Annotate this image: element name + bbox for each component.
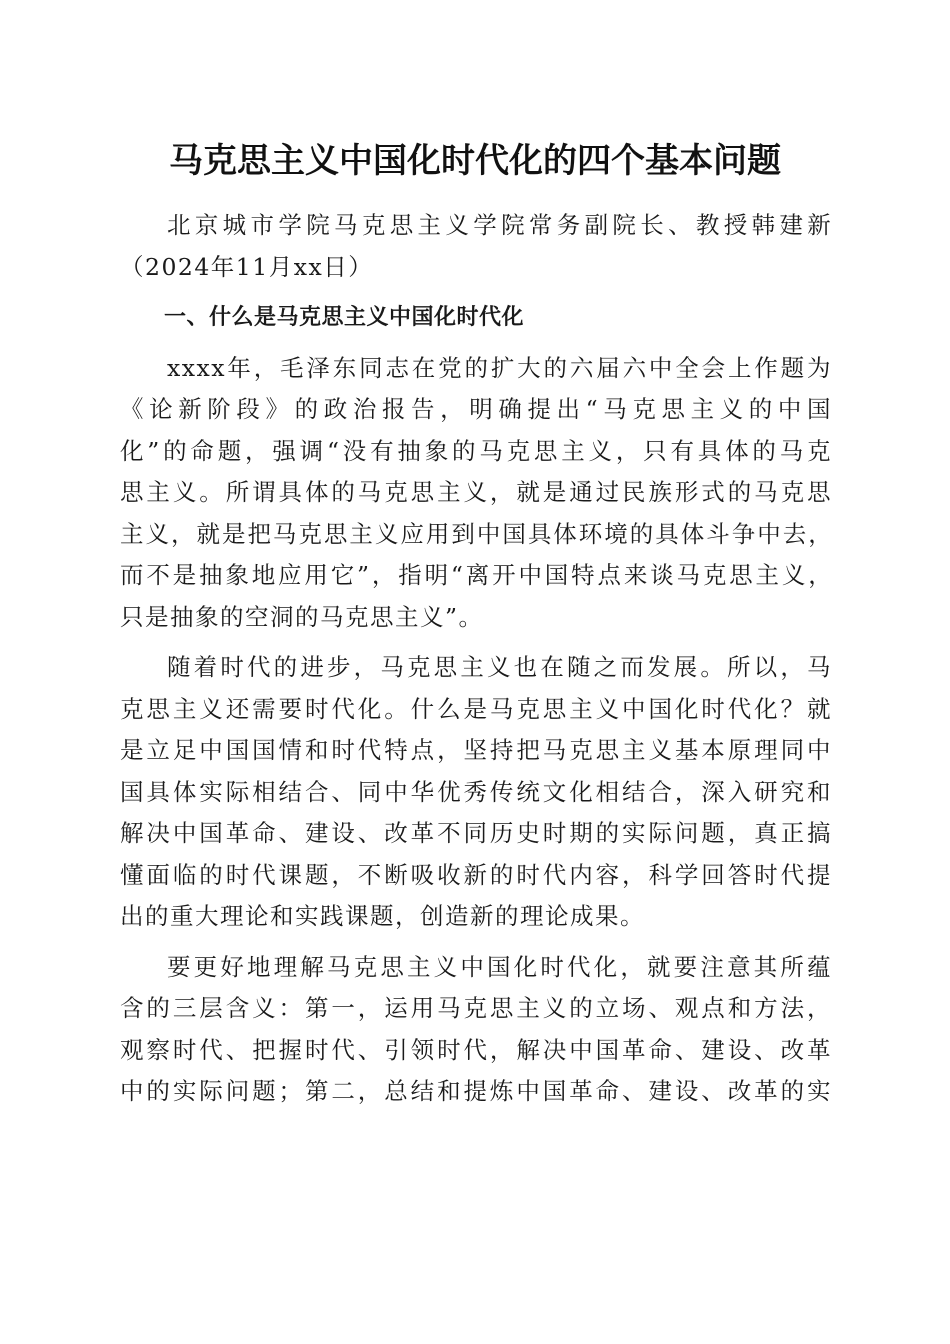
paragraph-line: 解决中国革命、建设、改革不同历史时期的实际问题，真正搞 <box>120 819 832 847</box>
paragraph-line: 随着时代的进步，马克思主义也在随之而发展。所以，马 <box>167 653 832 681</box>
paragraph-line: 只是抽象的空洞的马克思主义”。 <box>120 602 484 631</box>
paragraph-line: 化”的命题，强调“没有抽象的马克思主义，只有具体的马克 <box>120 436 832 465</box>
byline-line-date: （2024年11月xx日） <box>120 252 374 281</box>
paragraph-line: 而不是抽象地应用它”，指明“离开中国特点来谈马克思主义， <box>120 561 832 589</box>
paragraph-line: 《论新阶段》的政治报告，明确提出“马克思主义的中国 <box>120 395 832 423</box>
paragraph-line: 观察时代、把握时代、引领时代，解决中国革命、建设、改革 <box>120 1035 832 1064</box>
paragraph-line: xxxx年，毛泽东同志在党的扩大的六届六中全会上作题为 <box>167 353 832 382</box>
paragraph-line: 是立足中国国情和时代特点，坚持把马克思主义基本原理同中 <box>120 736 832 764</box>
paragraph-line: 含的三层含义：第一，运用马克思主义的立场、观点和方法， <box>120 994 832 1022</box>
paragraph-1 <box>120 348 832 639</box>
paragraph-line: 思主义。所谓具体的马克思主义，就是通过民族形式的马克思 <box>120 478 832 506</box>
paragraph-line: 主义，就是把马克思主义应用到中国具体环境的具体斗争中去， <box>120 519 832 548</box>
byline-line-author: 北京城市学院马克思主义学院常务副院长、教授韩建新 <box>167 211 832 239</box>
paragraph-3 <box>120 947 832 1113</box>
paragraph-line: 出的重大理论和实践课题，创造新的理论成果。 <box>120 902 645 930</box>
paragraph-2 <box>120 647 832 938</box>
paragraph-line: 克思主义还需要时代化。什么是马克思主义中国化时代化？就 <box>120 694 832 723</box>
paragraph-line: 懂面临的时代课题，不断吸收新的时代内容，科学回答时代提 <box>120 860 832 889</box>
author-byline <box>120 205 832 288</box>
document-body <box>120 205 832 1113</box>
paragraph-line: 国具体实际相结合、同中华优秀传统文化相结合，深入研究和 <box>120 777 832 806</box>
section-heading: 一、什么是马克思主义中国化时代化 <box>164 305 525 330</box>
paragraph-line: 中的实际问题；第二，总结和提炼中国革命、建设、改革的实 <box>120 1077 832 1105</box>
document-title: 马克思主义中国化时代化的四个基本问题 <box>169 141 781 181</box>
paragraph-line: 要更好地理解马克思主义中国化时代化，就要注意其所蕴 <box>167 952 832 981</box>
